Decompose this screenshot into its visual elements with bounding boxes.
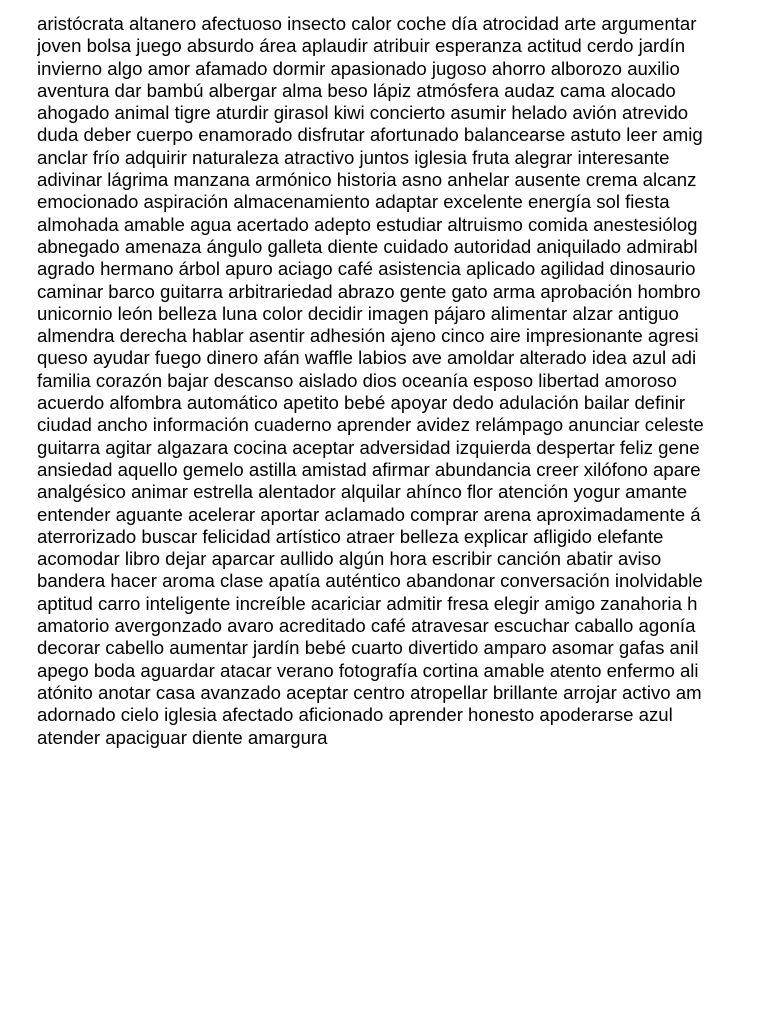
text-line: adornado cielo iglesia afectado aficionado aprender honesto apoderarse azul [37,704,673,726]
text-line: almohada amable agua acertado adepto estudiar altruismo comida anestesiólog [37,213,698,235]
word-list-text [37,13,768,749]
text-line: duda deber cuerpo enamorado disfrutar afortunado balancearse astuto leer amig [37,124,703,146]
text-line: atender apaciguar diente amargura [37,726,328,748]
text-line: bandera hacer aroma clase apatía auténtico abandonar conversación inolvidable [37,570,703,592]
text-line: joven bolsa juego absurdo área aplaudir atribuir esperanza actitud cerdo jardín [37,35,686,57]
text-line: aventura dar bambú albergar alma beso lápiz atmósfera audaz cama alocado [37,79,676,101]
text-line: familia corazón bajar descanso aislado dios oceanía esposo libertad amoroso [37,369,677,391]
text-line: atónito anotar casa avanzado aceptar centro atropellar brillante arrojar activo am [37,681,702,703]
text-line: apego boda aguardar atacar verano fotografía cortina amable atento enfermo ali [37,659,699,681]
text-line: aristócrata altanero afectuoso insecto calor coche día atrocidad arte argumentar [37,13,697,34]
text-line: aterrorizado buscar felicidad artístico atraer belleza explicar afligido elefante [37,525,664,547]
text-line: analgésico animar estrella alentador alquilar ahínco flor atención yogur amante [37,481,688,503]
text-line: acomodar libro dejar aparcar aullido algún hora escribir canción abatir aviso [37,548,662,570]
text-line: unicornio león belleza luna color decidir imagen pájaro alimentar alzar antiguo [37,302,679,324]
text-line: amatorio avergonzado avaro acreditado café atravesar escuchar caballo agonía [37,615,696,637]
text-line: ahogado animal tigre aturdir girasol kiwi concierto asumir helado avión atrevido [37,102,689,124]
text-line: almendra derecha hablar asentir adhesión ajeno cinco aire impresionante agresi [37,325,699,347]
text-line: acuerdo alfombra automático apetito bebé apoyar dedo adulación bailar definir [37,392,686,414]
text-line: decorar cabello aumentar jardín bebé cuarto divertido amparo asomar gafas anil [37,637,699,659]
text-line: ansiedad aquello gemelo astilla amistad afirmar abundancia creer xilófono apare [37,458,701,480]
text-line: ciudad ancho información cuaderno aprender avidez relámpago anunciar celeste [37,414,704,436]
text-line: queso ayudar fuego dinero afán waffle labios ave amoldar alterado idea azul adi [37,347,697,369]
text-line: invierno algo amor afamado dormir apasionado jugoso ahorro alborozo auxilio [37,57,680,79]
text-line: aptitud carro inteligente increíble acariciar admitir fresa elegir amigo zanahoria h [37,592,698,614]
text-line: agrado hermano árbol apuro aciago café asistencia aplicado agilidad dinosaurio [37,258,696,280]
text-line: guitarra agitar algazara cocina aceptar adversidad izquierda despertar feliz gene [37,436,700,458]
text-line: emocionado aspiración almacenamiento adaptar excelente energía sol fiesta [37,191,670,213]
text-line: caminar barco guitarra arbitrariedad abrazo gente gato arma aprobación hombro [37,280,701,302]
text-line: adivinar lágrima manzana armónico historia asno anhelar ausente crema alcanz [37,169,697,191]
text-line: entender aguante acelerar aportar aclamado comprar arena aproximadamente á [37,503,701,525]
text-line: anclar frío adquirir naturaleza atractivo juntos iglesia fruta alegrar interesante [37,146,670,168]
text-line: abnegado amenaza ángulo galleta diente cuidado autoridad aniquilado admirabl [37,235,698,257]
